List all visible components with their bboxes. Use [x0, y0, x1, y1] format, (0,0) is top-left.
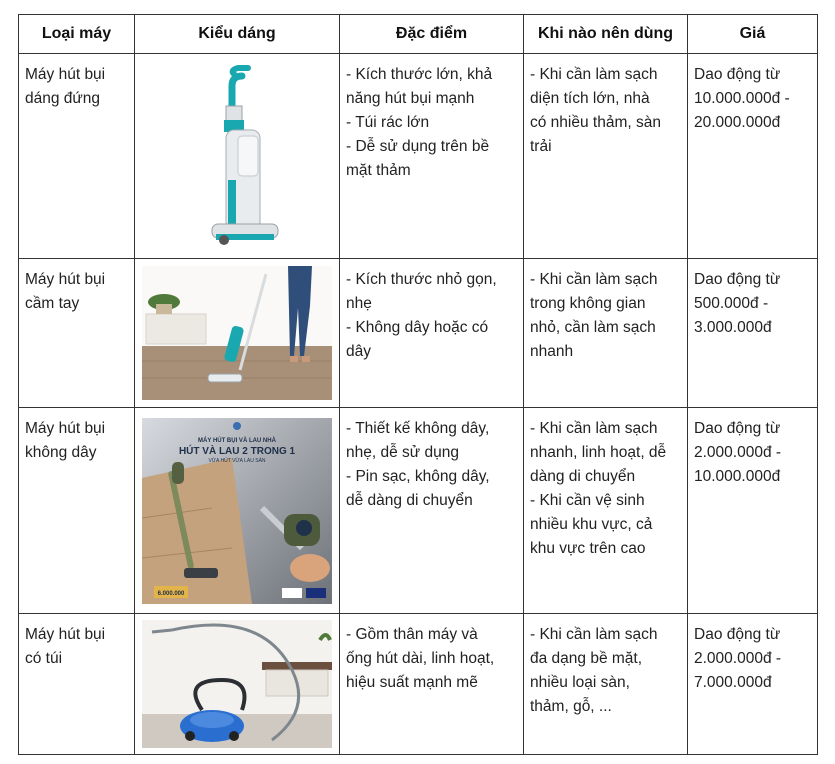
vacuum-comparison-table [18, 14, 818, 755]
price-text: 20.000.000đ [694, 114, 781, 131]
when-text: - Khi cần làm sạch [530, 271, 658, 288]
price-text: 3.000.000đ [694, 319, 772, 336]
ad-line-3: VỪA HÚT VỪA LAU SÀN [208, 457, 266, 464]
features-text: nhẹ [346, 295, 372, 312]
type-text: Máy hút bụi [25, 271, 106, 288]
when-text: dàng di chuyển [530, 468, 636, 485]
type-text: Máy hút bụi [25, 626, 106, 643]
when-text: nhiều loại sàn, [530, 674, 630, 691]
header-type: Loại máy [19, 15, 135, 54]
header-price: Giá [688, 15, 818, 54]
when-cell [524, 54, 688, 259]
features-text: - Túi rác lớn [346, 114, 430, 131]
handheld-vacuum-image [142, 266, 332, 400]
price-text: 7.000.000đ [694, 674, 772, 691]
header-when-to-use: Khi nào nên dùng [524, 15, 688, 54]
features-text: - Kích thước nhỏ gọn, [346, 271, 497, 288]
features-text: - Dễ sử dụng trên bề [346, 138, 490, 155]
ad-line-1: MÁY HÚT BỤI VÀ LAU NHÀ [198, 437, 276, 444]
when-text: trong không gian [530, 295, 646, 312]
ad-line-2: HÚT VÀ LAU 2 TRONG 1 [178, 445, 296, 457]
features-text: ống hút dài, linh hoạt, [346, 650, 495, 667]
features-text: dây [346, 343, 371, 360]
image-cell [135, 54, 340, 259]
features-text: - Gồm thân máy và [346, 626, 478, 643]
type-text: có túi [25, 650, 63, 667]
when-cell [524, 408, 688, 614]
type-text: cầm tay [25, 295, 80, 312]
price-text: 2.000.000đ - [694, 650, 782, 667]
when-text: đa dạng bề mặt, [530, 650, 643, 667]
image-cell [135, 259, 340, 408]
price-text: Dao động từ [694, 271, 781, 288]
upright-vacuum-image [142, 64, 332, 249]
table-row [19, 408, 818, 614]
type-text: dáng đứng [25, 90, 101, 107]
price-cell [688, 259, 818, 408]
when-text: - Khi cần vệ sinh [530, 492, 645, 509]
image-cell [135, 408, 340, 614]
features-text: hiệu suất mạnh mẽ [346, 674, 478, 691]
price-text: 500.000đ - [694, 295, 769, 312]
price-cell [688, 54, 818, 259]
type-cell [19, 614, 135, 755]
features-cell [340, 54, 524, 259]
features-text: năng hút bụi mạnh [346, 90, 475, 107]
cordless-vacuum-ad-image [142, 418, 332, 604]
type-cell [19, 408, 135, 614]
when-text: - Khi cần làm sạch [530, 66, 658, 83]
header-features: Đặc điểm [340, 15, 524, 54]
type-text: Máy hút bụi [25, 66, 106, 83]
price-cell [688, 614, 818, 755]
features-cell [340, 408, 524, 614]
table-row [19, 54, 818, 259]
when-text: nhanh, linh hoạt, dễ [530, 444, 667, 461]
when-text: thảm, gỗ, ... [530, 698, 612, 715]
features-cell [340, 259, 524, 408]
features-text: - Pin sạc, không dây, [346, 468, 490, 485]
price-text: 10.000.000đ - [694, 90, 790, 107]
features-cell [340, 614, 524, 755]
type-text: không dây [25, 444, 97, 461]
when-text: nhỏ, cần làm sạch [530, 319, 656, 336]
when-text: nhiều khu vực, cả [530, 516, 653, 533]
table-row [19, 614, 818, 755]
table-header-row [19, 15, 818, 54]
when-cell [524, 259, 688, 408]
price-text: Dao động từ [694, 420, 781, 437]
when-text: - Khi cần làm sạch [530, 420, 658, 437]
price-text: Dao động từ [694, 626, 781, 643]
type-text: Máy hút bụi [25, 420, 106, 437]
when-text: trải [530, 138, 552, 155]
features-text: - Kích thước lớn, khả [346, 66, 493, 83]
when-cell [524, 614, 688, 755]
canister-vacuum-image [142, 620, 332, 748]
when-text: khu vực trên cao [530, 540, 646, 557]
price-text: 2.000.000đ - [694, 444, 782, 461]
type-cell [19, 54, 135, 259]
features-text: dễ dàng di chuyển [346, 492, 473, 509]
table-row [19, 259, 818, 408]
price-cell [688, 408, 818, 614]
type-cell [19, 259, 135, 408]
image-cell [135, 614, 340, 755]
features-text: - Không dây hoặc có [346, 319, 489, 336]
when-text: diện tích lớn, nhà [530, 90, 650, 107]
price-text: 10.000.000đ [694, 468, 781, 485]
price-text: Dao động từ [694, 66, 781, 83]
when-text: - Khi cần làm sạch [530, 626, 658, 643]
when-text: có nhiều thảm, sàn [530, 114, 661, 131]
ad-price-tag: 6.000.000 [157, 590, 185, 597]
features-text: mặt thảm [346, 162, 411, 179]
header-style: Kiểu dáng [135, 15, 340, 54]
features-text: nhẹ, dễ sử dụng [346, 444, 459, 461]
features-text: - Thiết kế không dây, [346, 420, 490, 437]
when-text: nhanh [530, 343, 574, 360]
